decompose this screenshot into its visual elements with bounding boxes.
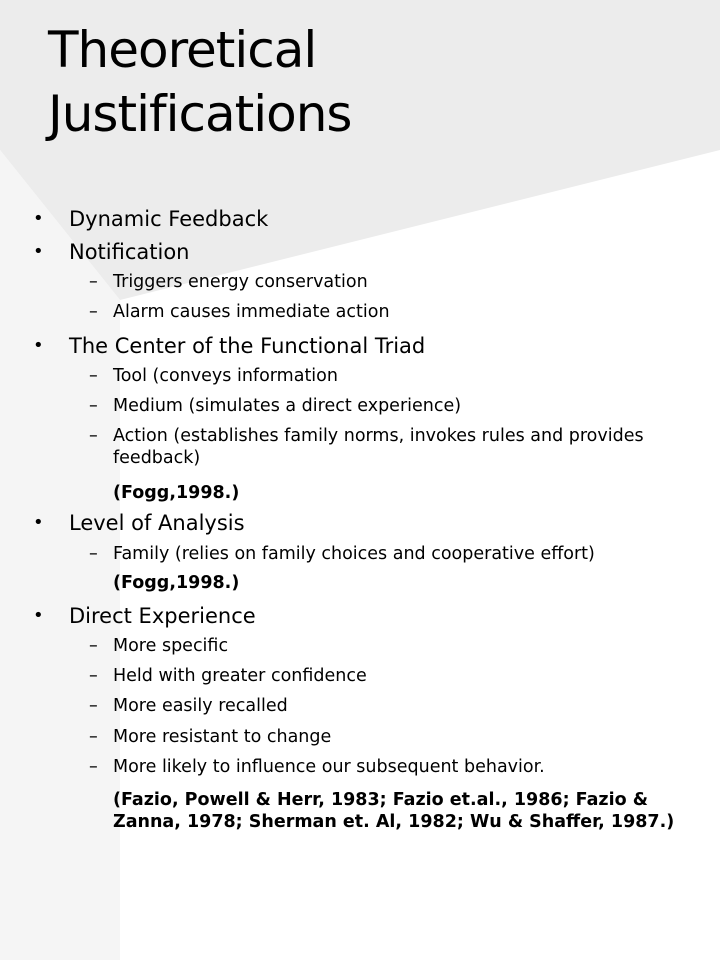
bullet-icon: • (33, 605, 44, 626)
bullet-text: The Center of the Functional Triad (69, 334, 426, 358)
dash-icon: – (89, 544, 98, 564)
bullet-icon: • (33, 512, 44, 533)
dash-icon: – (89, 727, 98, 747)
sub-bullet-text: Action (establishes family norms, invokes rules and provides feedback) (113, 426, 644, 468)
citation: (Fogg,1998.) (113, 573, 240, 593)
slide-title-line-1: Theoretical (48, 21, 317, 79)
slide-title (48, 18, 688, 146)
sub-bullet-text: Alarm causes immediate action (113, 302, 390, 322)
dash-icon: – (89, 757, 98, 777)
sub-bullet-text: More easily recalled (113, 696, 288, 716)
bullet-text: Direct Experience (69, 604, 256, 628)
dash-icon: – (89, 666, 98, 686)
citation: (Fogg,1998.) (113, 483, 240, 503)
sub-bullet-text: Held with greater confidence (113, 666, 367, 686)
bullet-icon: • (33, 241, 44, 262)
sub-bullet-text: Tool (conveys information (113, 366, 338, 386)
sub-bullet-text: Family (relies on family choices and cooperative effort) (113, 544, 595, 564)
bullet-text: Dynamic Feedback (69, 207, 269, 231)
dash-icon: – (89, 302, 98, 322)
dash-icon: – (89, 272, 98, 292)
dash-icon: – (89, 426, 98, 446)
sub-bullet-text: More resistant to change (113, 727, 332, 747)
bullet-text: Notification (69, 240, 190, 264)
citation: (Fazio, Powell & Herr, 1983; Fazio et.al., 1986; Fazio & Zanna, 1978; Sherman et. Al, 1982; Wu & Shaffer, 1987.) (113, 790, 675, 832)
bullet-icon: • (33, 208, 44, 229)
slide-title-line-2: Justifications (48, 85, 352, 143)
sub-bullet-text: More likely to influence our subsequent behavior. (113, 757, 545, 777)
sub-bullet-text: More specific (113, 636, 229, 656)
sub-bullet-text: Medium (simulates a direct experience) (113, 396, 462, 416)
sub-bullet-text: Triggers energy conservation (113, 272, 368, 292)
dash-icon: – (89, 696, 98, 716)
bullet-text: Level of Analysis (69, 511, 245, 535)
dash-icon: – (89, 366, 98, 386)
bullet-icon: • (33, 335, 44, 356)
dash-icon: – (89, 636, 98, 656)
dash-icon: – (89, 396, 98, 416)
